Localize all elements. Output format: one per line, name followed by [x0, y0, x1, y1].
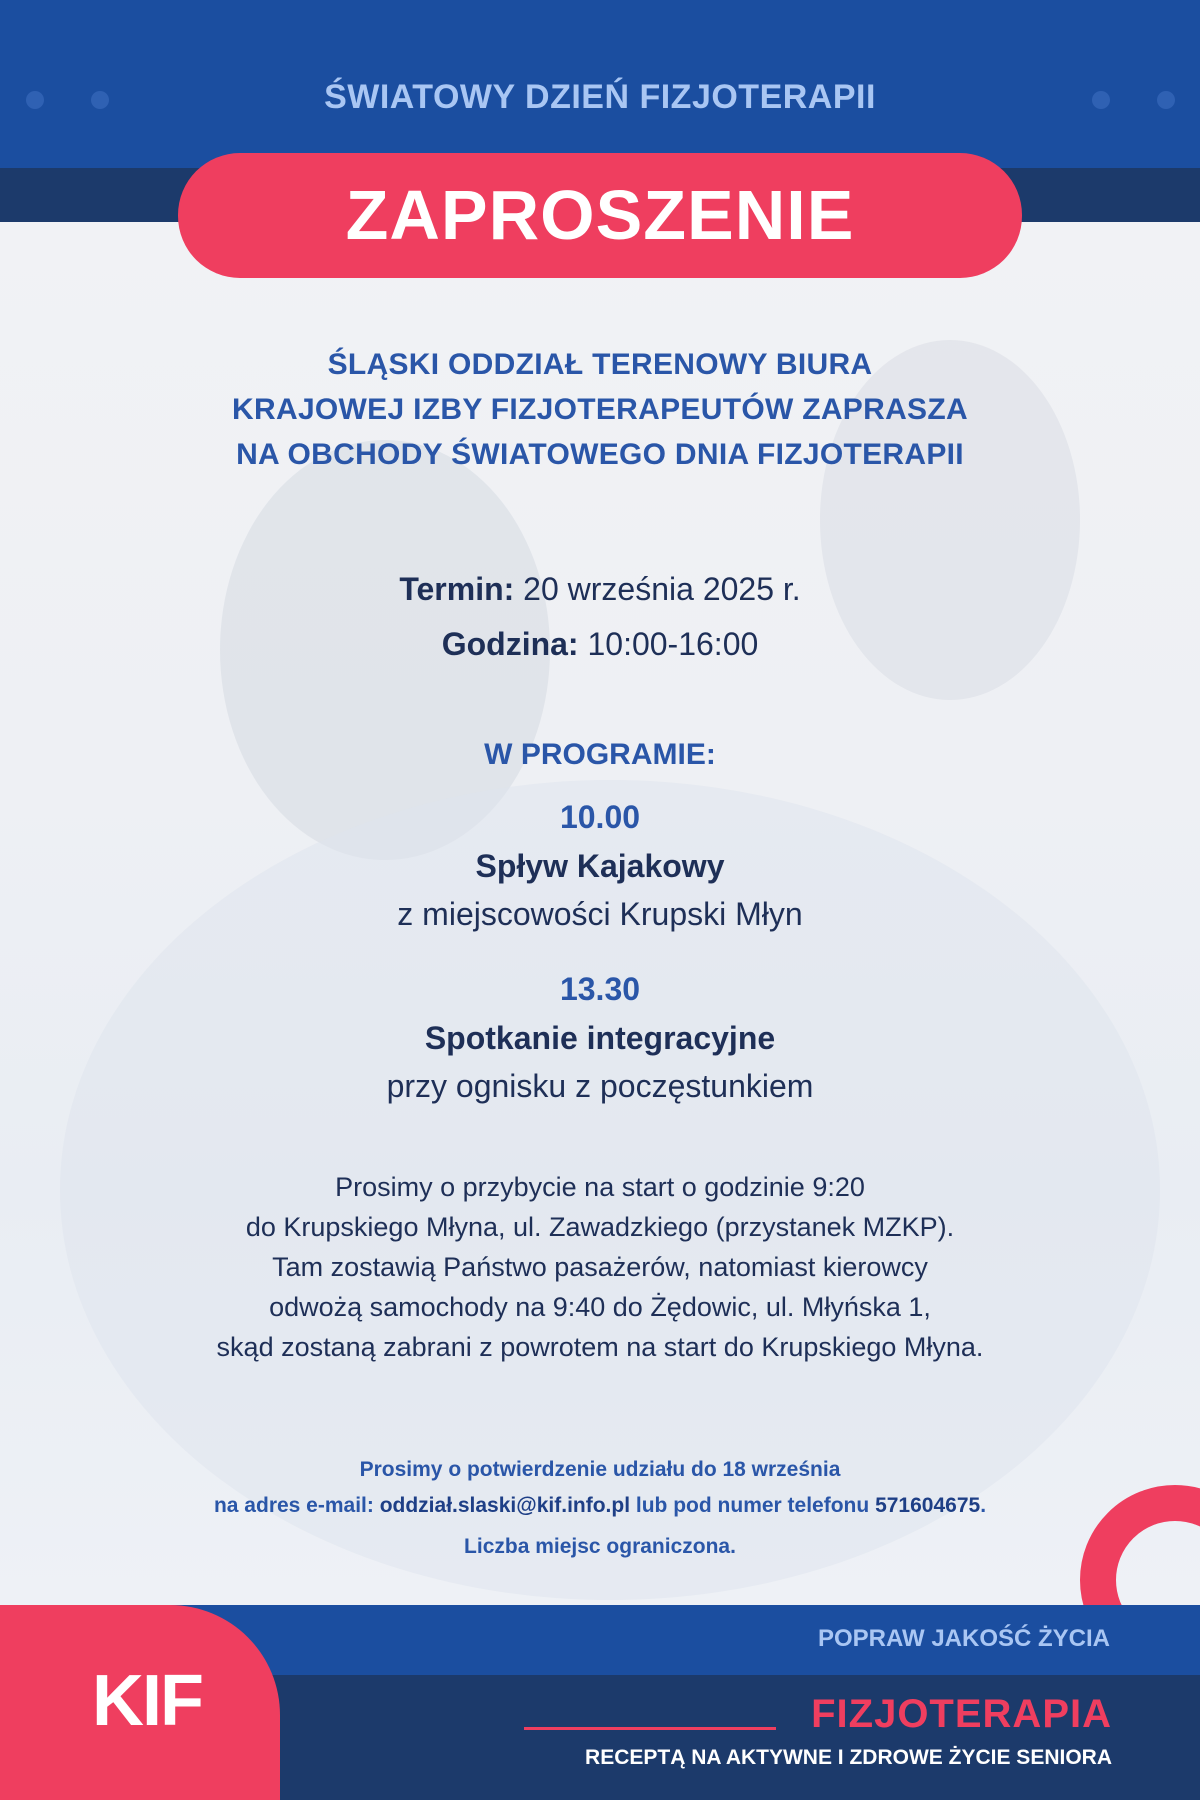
- rsvp-phone-link[interactable]: 571604675: [875, 1494, 981, 1517]
- program-item-subtitle: przy ognisku z poczęstunkiem: [386, 1068, 814, 1104]
- program-item-subtitle: z miejscowości Krupski Młyn: [397, 896, 803, 932]
- program-item-title: Spotkanie integracyjne: [424, 1020, 776, 1056]
- program-item-time: 13.30: [559, 971, 641, 1007]
- arrival-instructions: [60, 1167, 1140, 1367]
- event-date: [0, 571, 1200, 608]
- instruction-line: skąd zostaną zabrani z powrotem na start do Krupskiego Młyna.: [216, 1332, 984, 1362]
- footer-tagline: POPRAW JAKOŚĆ ŻYCIA: [817, 1625, 1110, 1652]
- footer-headline: FIZJOTERAPIA: [811, 1692, 1112, 1736]
- intro-line-3: NA OBCHODY ŚWIATOWEGO DNIA FIZJOTERAPII: [236, 438, 964, 471]
- instruction-line: odwożą samochody na 9:40 do Żędowic, ul. Młyńska 1,: [269, 1292, 931, 1322]
- intro-line-2: KRAJOWEJ IZBY FIZJOTERAPEUTÓW ZAPRASZA: [232, 393, 968, 426]
- rsvp-suffix: .: [980, 1494, 987, 1517]
- rsvp-prefix: na adres e-mail:: [213, 1494, 380, 1517]
- time-label: Godzina:: [441, 626, 579, 662]
- program-heading: W PROGRAMIE:: [484, 738, 716, 771]
- limited-seats-note: Liczba miejsc ograniczona.: [464, 1535, 736, 1558]
- instruction-line: Prosimy o przybycie na start o godzinie 9:20: [335, 1172, 865, 1202]
- event-kicker: ŚWIATOWY DZIEŃ FIZJOTERAPII: [324, 78, 876, 116]
- kif-logo: KIF: [92, 1661, 202, 1741]
- instruction-line: do Krupskiego Młyna, ul. Zawadzkiego (przystanek MZKP).: [245, 1212, 955, 1242]
- time-value: 10:00-16:00: [578, 626, 759, 662]
- event-hours: [0, 626, 1200, 663]
- instruction-line: Tam zostawią Państwo pasażerów, natomiast kierowcy: [272, 1252, 928, 1282]
- rsvp-email-link[interactable]: oddział.slaski@kif.info.pl: [379, 1494, 631, 1517]
- date-value: 20 września 2025 r.: [514, 571, 801, 607]
- rsvp-info: [60, 1452, 1140, 1524]
- invitation-title: ZAPROSZENIE: [178, 153, 1022, 278]
- intro-line-1: ŚLĄSKI ODDZIAŁ TERENOWY BIURA: [327, 348, 873, 381]
- rsvp-deadline: Prosimy o potwierdzenie udziału do 18 września: [359, 1458, 841, 1481]
- date-label: Termin:: [399, 571, 515, 607]
- rsvp-contact: [60, 1488, 1140, 1524]
- footer-subheadline: RECEPTĄ NA AKTYWNE I ZDROWE ŻYCIE SENIORA: [585, 1746, 1112, 1769]
- program-item-title: Spływ Kajakowy: [475, 848, 725, 884]
- program-item-time: 10.00: [559, 799, 641, 835]
- rsvp-middle: lub pod numer telefonu: [630, 1494, 876, 1517]
